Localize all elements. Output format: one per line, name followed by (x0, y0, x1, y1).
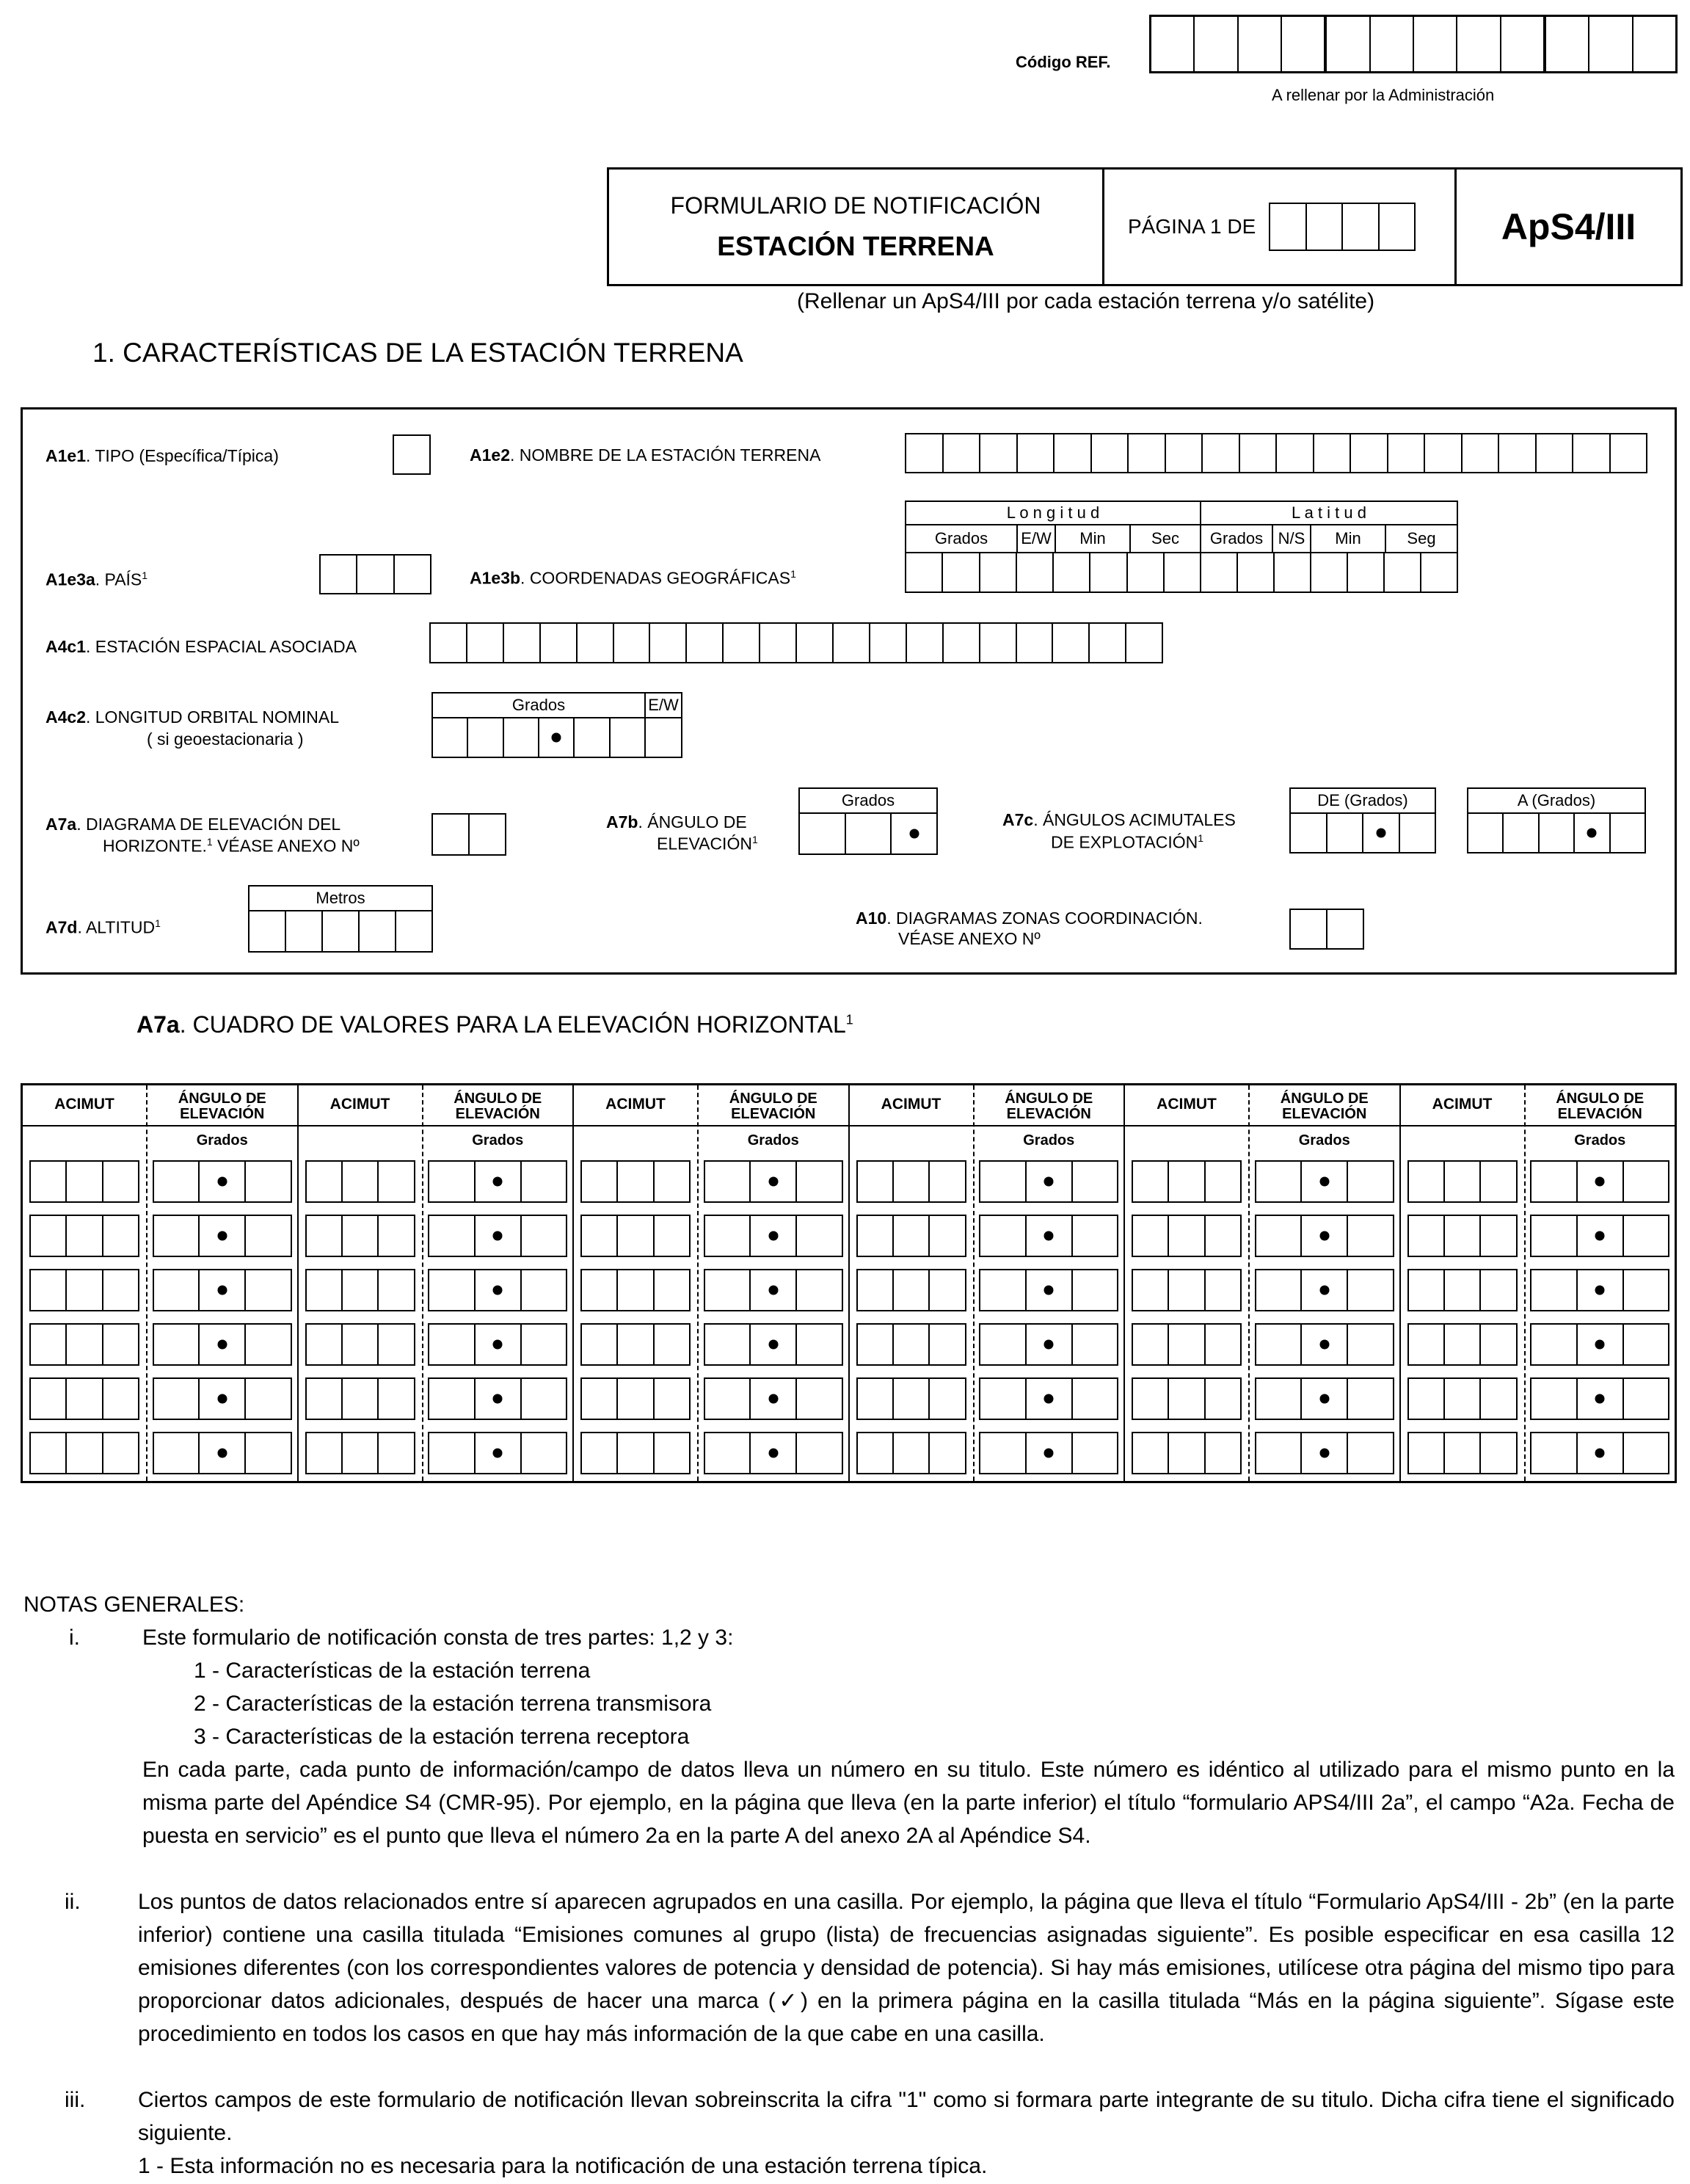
acimut-input[interactable] (856, 1377, 966, 1420)
angulo-input[interactable] (1255, 1269, 1394, 1311)
angulo-input[interactable] (704, 1323, 843, 1366)
acimut-input[interactable] (1407, 1432, 1518, 1474)
acimut-input[interactable] (305, 1160, 415, 1203)
angulo-input[interactable] (1530, 1377, 1669, 1420)
a1e3a-label: A1e3a. PAÍS$^1$ (45, 569, 148, 589)
a7a-anexo-input[interactable] (431, 813, 506, 856)
acimut-input[interactable] (580, 1323, 691, 1366)
note-i-paragraph: En cada parte, cada punto de información/campo de datos lleva un número en su titulo. Este número es idéntico al utilizado para el mismo punto en la misma parte del Apéndice S4 (CMR-95). Por ejemplo, en la página que lleva (en la parte inferior) el título “formulario APS4/III 2a”, el campo “A2a. Fecha de puesta en servicio” es el punto que lleva el número 2a en la parte A del anexo 2A al Apéndice S4. (142, 1758, 1675, 1848)
acimut-input[interactable] (305, 1432, 415, 1474)
a1e3a-input[interactable] (319, 554, 431, 594)
acimut-input[interactable] (1132, 1323, 1242, 1366)
a10-anexo-input[interactable] (1289, 909, 1364, 950)
angulo-input[interactable] (1255, 1215, 1394, 1257)
angulo-input[interactable] (428, 1215, 567, 1257)
angulo-input[interactable] (1530, 1160, 1669, 1203)
angulo-input[interactable] (704, 1160, 843, 1203)
grados-header: Grados (747, 1132, 799, 1149)
acimut-input[interactable] (856, 1323, 966, 1366)
acimut-input[interactable] (1132, 1215, 1242, 1257)
a7c-de-input[interactable] (1289, 812, 1436, 853)
a1e2-label: A1e2. NOMBRE DE LA ESTACIÓN TERRENA (470, 445, 821, 465)
acimut-header: ACIMUT (1401, 1085, 1524, 1126)
angulo-input[interactable] (1530, 1323, 1669, 1366)
a7b-label: A7b. ÁNGULO DE (606, 812, 747, 831)
angulo-input[interactable] (153, 1432, 292, 1474)
acimut-input[interactable] (1407, 1323, 1518, 1366)
elevacion-header: ELEVACIÓN (1006, 1106, 1091, 1122)
general-notes (23, 1588, 1675, 2183)
acimut-input[interactable] (1132, 1269, 1242, 1311)
angulo-input[interactable] (979, 1323, 1118, 1366)
elevation-table (21, 1083, 1677, 1483)
angulo-input[interactable] (1255, 1432, 1394, 1474)
angulo-input[interactable] (1255, 1377, 1394, 1420)
angulo-input[interactable] (1530, 1269, 1669, 1311)
angulo-header: ÁNGULO DE (1556, 1091, 1645, 1107)
angulo-input[interactable] (704, 1377, 843, 1420)
angulo-input[interactable] (704, 1215, 843, 1257)
acimut-input[interactable] (29, 1432, 139, 1474)
elevation-table-group (1401, 1085, 1675, 1481)
a7c-label-2: DE EXPLOTACIÓN$^1$ (1051, 832, 1204, 852)
a1e3b-label: A1e3b. COORDENADAS GEOGRÁFICAS$^1$ (470, 568, 796, 588)
a7d-label: A7d. ALTITUD$^1$ (45, 917, 161, 937)
a7b-label-2: ELEVACIÓN$^1$ (657, 834, 758, 853)
note-i-item: 3 - Características de la estación terrena receptora (194, 1725, 690, 1749)
angulo-input[interactable] (979, 1377, 1118, 1420)
note-iii-item: 1 - Esta información no es necesaria para la notificación de una estación terrena típica. (138, 2154, 988, 2178)
form-code: ApS4/III (1501, 206, 1636, 247)
a7b-grados-header: Grados (798, 787, 938, 814)
notes-title: NOTAS GENERALES: (23, 1592, 245, 1617)
note-ii-text: Los puntos de datos relacionados entre sí aparecen agrupados en una casilla. Por ejemplo, la página que lleva el título “Formulario ApS4/III - 2b” (en la parte inferior) contiene una casilla titulada “Emisiones comunes al grupo (lista) de frecuencias asignadas siguiente”. Es posible especificar en esa casilla 12 emisiones diferentes (con los correspondientes valores de potencia y densidad de potencia). Si hay más emisiones, utilícese otra página del mismo tipo para proporcionar datos adicionales, después de hacer una marca (✓) en la primera página en la casilla titulada “Más en la página siguiente”. Sígase este procedimiento en todos los casos en que hay más información de la que cabe en una casilla. (138, 1890, 1675, 2046)
acimut-input[interactable] (305, 1323, 415, 1366)
angulo-input[interactable] (428, 1269, 567, 1311)
acimut-input[interactable] (856, 1160, 966, 1203)
a7c-a-input[interactable] (1467, 812, 1646, 853)
a4c2-grados-header: Grados (431, 692, 646, 718)
acimut-input[interactable] (29, 1215, 139, 1257)
angulo-input[interactable] (153, 1160, 292, 1203)
a7c-a-header: A (Grados) (1467, 787, 1646, 814)
acimut-input[interactable] (856, 1269, 966, 1311)
angulo-input[interactable] (428, 1377, 567, 1420)
a7a-label: A7a. DIAGRAMA DE ELEVACIÓN DEL (45, 815, 341, 834)
a1e1-input[interactable] (393, 434, 431, 475)
form-title-line1: FORMULARIO DE NOTIFICACIÓN (670, 192, 1041, 219)
a4c2-ew-input[interactable] (644, 717, 682, 758)
elevacion-header: ELEVACIÓN (180, 1106, 265, 1122)
angulo-header: ÁNGULO DE (729, 1091, 817, 1107)
note-iii-number: iii. (65, 2088, 86, 2112)
note-iii-text: Ciertos campos de este formulario de notificación llevan sobreinscrita la cifra "1" como si formara parte integrante de su titulo. Dicha cifra tiene el significado siguiente. (138, 2088, 1675, 2145)
elevacion-header: ELEVACIÓN (731, 1106, 816, 1122)
elevacion-header: ELEVACIÓN (1282, 1106, 1367, 1122)
a4c2-sublabel: ( si geoestacionaria ) (147, 729, 304, 749)
angulo-header: ÁNGULO DE (454, 1091, 542, 1107)
angulo-input[interactable] (428, 1432, 567, 1474)
grados-header: Grados (1298, 1132, 1350, 1149)
a7d-metros-header: Metros (248, 885, 433, 911)
codigo-ref-label: Código REF. (1016, 53, 1111, 71)
acimut-input[interactable] (29, 1323, 139, 1366)
acimut-header: ACIMUT (299, 1085, 422, 1126)
acimut-input[interactable] (29, 1377, 139, 1420)
acimut-input[interactable] (856, 1215, 966, 1257)
longitud-header: L o n g i t u d (905, 500, 1201, 525)
angulo-input[interactable] (153, 1215, 292, 1257)
grados-header: Grados (472, 1132, 524, 1149)
a4c1-label: A4c1. ESTACIÓN ESPACIAL ASOCIADA (45, 637, 357, 656)
codigo-ref-boxes[interactable] (1149, 15, 1678, 73)
a4c1-input[interactable] (429, 622, 1163, 663)
angulo-header: ÁNGULO DE (1005, 1091, 1093, 1107)
acimut-input[interactable] (580, 1432, 691, 1474)
angulo-input[interactable] (979, 1432, 1118, 1474)
angulo-header: ÁNGULO DE (178, 1091, 266, 1107)
note-i-text: Este formulario de notificación consta de tres partes: 1,2 y 3: (142, 1626, 734, 1650)
note-i-item: 2 - Características de la estación terrena transmisora (194, 1692, 712, 1716)
elevation-table-group (299, 1085, 575, 1481)
admin-note: A rellenar por la Administración (1272, 86, 1495, 104)
angulo-header: ÁNGULO DE (1280, 1091, 1369, 1107)
acimut-input[interactable] (29, 1269, 139, 1311)
elevacion-header: ELEVACIÓN (455, 1106, 540, 1122)
form-title-box (607, 167, 1683, 286)
section1-title: 1. CARACTERÍSTICAS DE LA ESTACIÓN TERRENA (92, 338, 743, 368)
elevacion-header: ELEVACIÓN (1557, 1106, 1642, 1122)
latitud-input[interactable] (1200, 552, 1458, 593)
angulo-input[interactable] (704, 1432, 843, 1474)
angulo-input[interactable] (979, 1215, 1118, 1257)
angulo-input[interactable] (1255, 1160, 1394, 1203)
a7d-input[interactable] (248, 910, 433, 953)
form-subnote: (Rellenar un ApS4/III por cada estación terrena y/o satélite) (797, 289, 1375, 313)
acimut-input[interactable] (1407, 1160, 1518, 1203)
a7a-table-title: A7a. CUADRO DE VALORES PARA LA ELEVACIÓN HORIZONTAL$^1$ (136, 1011, 853, 1038)
angulo-input[interactable] (979, 1269, 1118, 1311)
grados-header: Grados (1023, 1132, 1075, 1149)
acimut-input[interactable] (580, 1160, 691, 1203)
form-title-line2: ESTACIÓN TERRENA (717, 230, 994, 261)
acimut-input[interactable] (580, 1269, 691, 1311)
acimut-input[interactable] (1407, 1269, 1518, 1311)
elevation-table-group (574, 1085, 850, 1481)
acimut-input[interactable] (580, 1377, 691, 1420)
angulo-input[interactable] (1255, 1323, 1394, 1366)
angulo-input[interactable] (1530, 1215, 1669, 1257)
acimut-input[interactable] (305, 1377, 415, 1420)
elevation-table-group (23, 1085, 299, 1481)
latitud-header: L a t i t u d (1200, 500, 1458, 525)
angulo-input[interactable] (979, 1160, 1118, 1203)
angulo-input[interactable] (428, 1323, 567, 1366)
a4c2-label: A4c2. LONGITUD ORBITAL NOMINAL (45, 707, 340, 727)
longitud-input[interactable] (905, 552, 1201, 593)
acimut-input[interactable] (1132, 1160, 1242, 1203)
acimut-input[interactable] (856, 1432, 966, 1474)
a1e1-label: A1e1. TIPO (Específica/Típica) (45, 446, 279, 465)
a7c-label: A7c. ÁNGULOS ACIMUTALES (1002, 810, 1236, 829)
grados-header: Grados (196, 1132, 248, 1149)
note-ii-number: ii. (65, 1890, 81, 1914)
a10-label-2: VÉASE ANEXO Nº (898, 929, 1041, 948)
acimut-header: ACIMUT (1125, 1085, 1248, 1126)
angulo-input[interactable] (428, 1160, 567, 1203)
note-i-item: 1 - Características de la estación terrena (194, 1659, 591, 1683)
angulo-input[interactable] (153, 1269, 292, 1311)
a10-label: A10. DIAGRAMAS ZONAS COORDINACIÓN. (856, 909, 1203, 928)
acimut-input[interactable] (1132, 1377, 1242, 1420)
acimut-header: ACIMUT (23, 1085, 146, 1126)
longitud-cols: Grados E/W Min Sec (905, 524, 1201, 553)
acimut-input[interactable] (29, 1160, 139, 1203)
acimut-input[interactable] (1407, 1377, 1518, 1420)
acimut-input[interactable] (305, 1215, 415, 1257)
acimut-header: ACIMUT (850, 1085, 973, 1126)
a4c2-grados-input[interactable] (431, 717, 646, 758)
angulo-input[interactable] (704, 1269, 843, 1311)
elevation-table-group (850, 1085, 1126, 1481)
grados-header: Grados (1574, 1132, 1626, 1149)
acimut-header: ACIMUT (574, 1085, 697, 1126)
angulo-input[interactable] (153, 1323, 292, 1366)
a1e2-input[interactable] (905, 433, 1647, 473)
acimut-input[interactable] (1407, 1215, 1518, 1257)
pagina-total-boxes[interactable] (1269, 203, 1416, 251)
pagina-label: PÁGINA 1 DE (1128, 215, 1256, 238)
acimut-input[interactable] (580, 1215, 691, 1257)
latitud-cols: Grados N/S Min Seg (1200, 524, 1458, 553)
angulo-input[interactable] (153, 1377, 292, 1420)
elevation-table-group (1125, 1085, 1401, 1481)
a7b-input[interactable] (798, 812, 938, 855)
angulo-input[interactable] (1530, 1432, 1669, 1474)
acimut-input[interactable] (1132, 1432, 1242, 1474)
a7a-label-2: HORIZONTE.$^1$ VÉASE ANEXO Nº (103, 836, 360, 856)
a4c2-ew-header: E/W (644, 692, 682, 718)
acimut-input[interactable] (305, 1269, 415, 1311)
note-i-number: i. (69, 1626, 80, 1650)
a7c-de-header: DE (Grados) (1289, 787, 1436, 814)
